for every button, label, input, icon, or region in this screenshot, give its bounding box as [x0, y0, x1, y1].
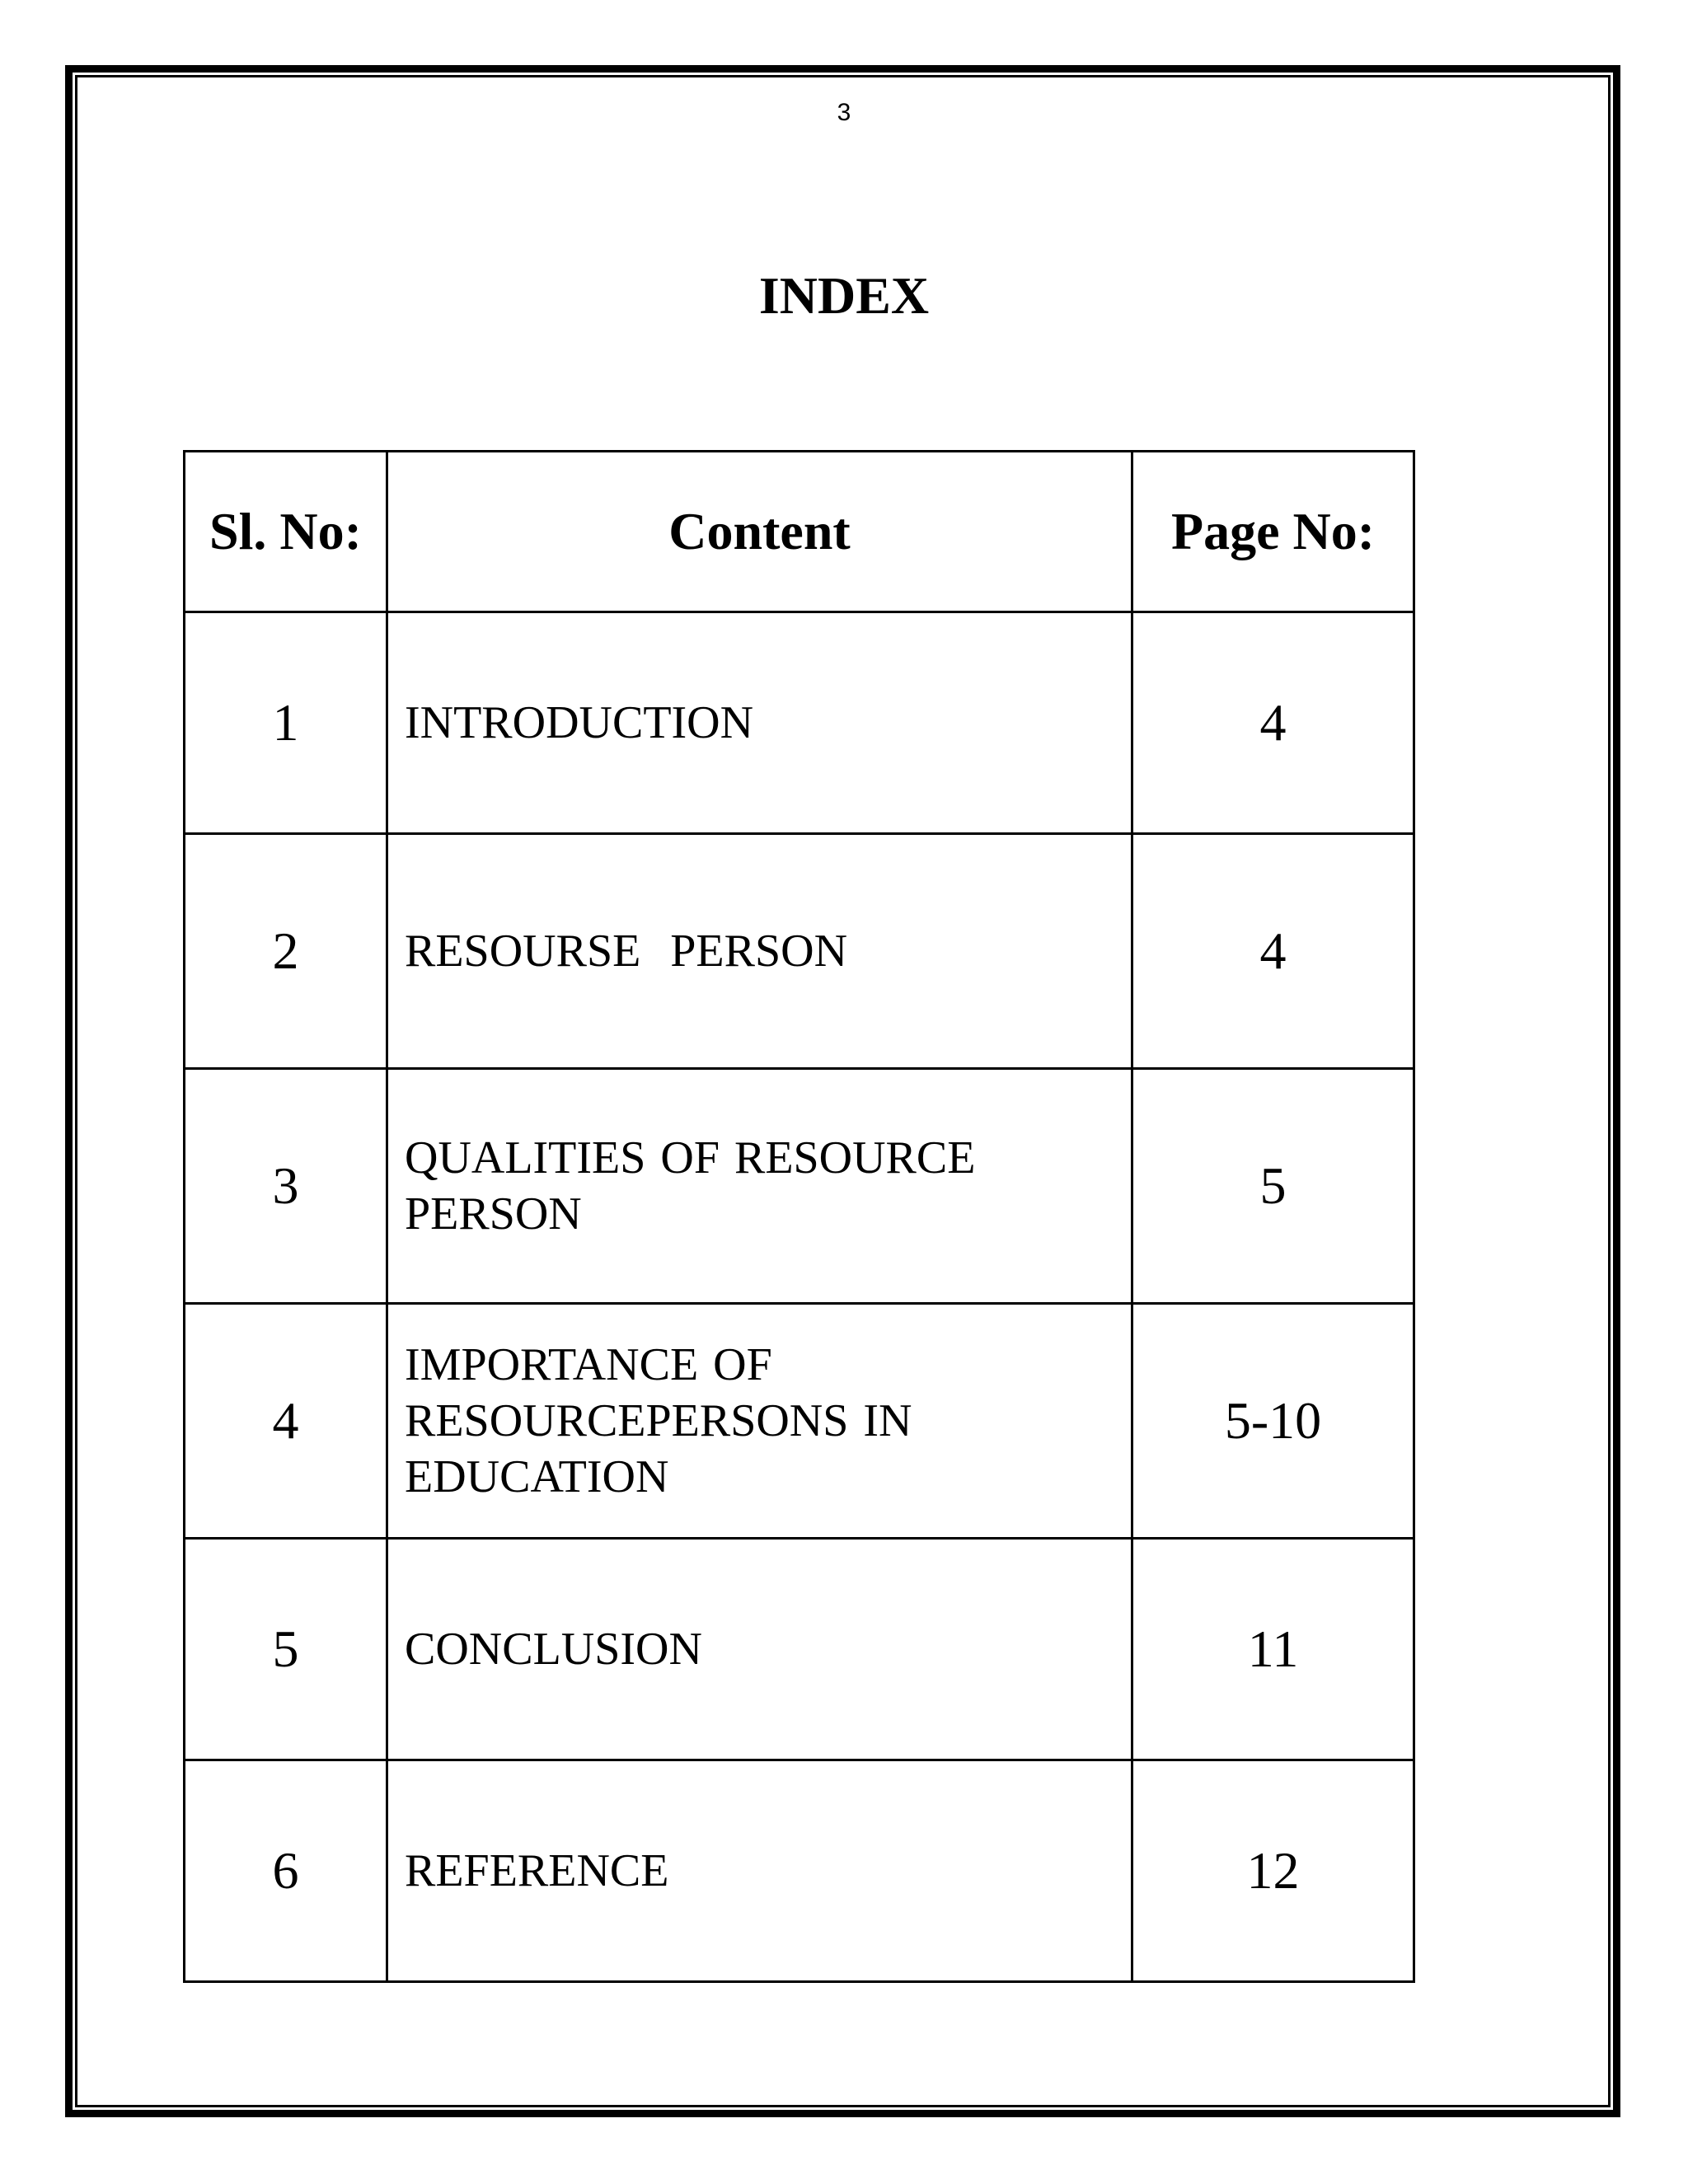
- row-content: RESOURSE PERSON: [387, 834, 1132, 1069]
- table-row: [185, 1760, 1414, 1982]
- row-sl-no: 5: [185, 1539, 387, 1760]
- table-row: [185, 612, 1414, 834]
- table-header-row: [185, 452, 1414, 612]
- page-number: 3: [837, 99, 851, 126]
- row-sl-no: 3: [185, 1069, 387, 1304]
- row-sl-no: 4: [185, 1304, 387, 1539]
- index-table: [183, 450, 1415, 1983]
- row-content: QUALITIES OF RESOURCE PERSON: [387, 1069, 1132, 1304]
- row-page-no: 5-10: [1132, 1304, 1414, 1539]
- row-sl-no: 6: [185, 1760, 387, 1982]
- table-row: [185, 1304, 1414, 1539]
- table-row: [185, 1069, 1414, 1304]
- header-sl-no: Sl. No:: [185, 452, 387, 612]
- header-content: Content: [387, 452, 1132, 612]
- table-row: [185, 834, 1414, 1069]
- row-content: REFERENCE: [387, 1760, 1132, 1982]
- row-content: INTRODUCTION: [387, 612, 1132, 834]
- row-sl-no: 2: [185, 834, 387, 1069]
- row-sl-no: 1: [185, 612, 387, 834]
- row-page-no: 5: [1132, 1069, 1414, 1304]
- row-page-no: 4: [1132, 834, 1414, 1069]
- header-page-no: Page No:: [1132, 452, 1414, 612]
- row-content: IMPORTANCE OF RESOURCEPERSONS IN EDUCATION: [387, 1304, 1132, 1539]
- row-content: CONCLUSION: [387, 1539, 1132, 1760]
- page-title: INDEX: [758, 266, 930, 325]
- row-page-no: 12: [1132, 1760, 1414, 1982]
- table-row: [185, 1539, 1414, 1760]
- row-page-no: 11: [1132, 1539, 1414, 1760]
- row-page-no: 4: [1132, 612, 1414, 834]
